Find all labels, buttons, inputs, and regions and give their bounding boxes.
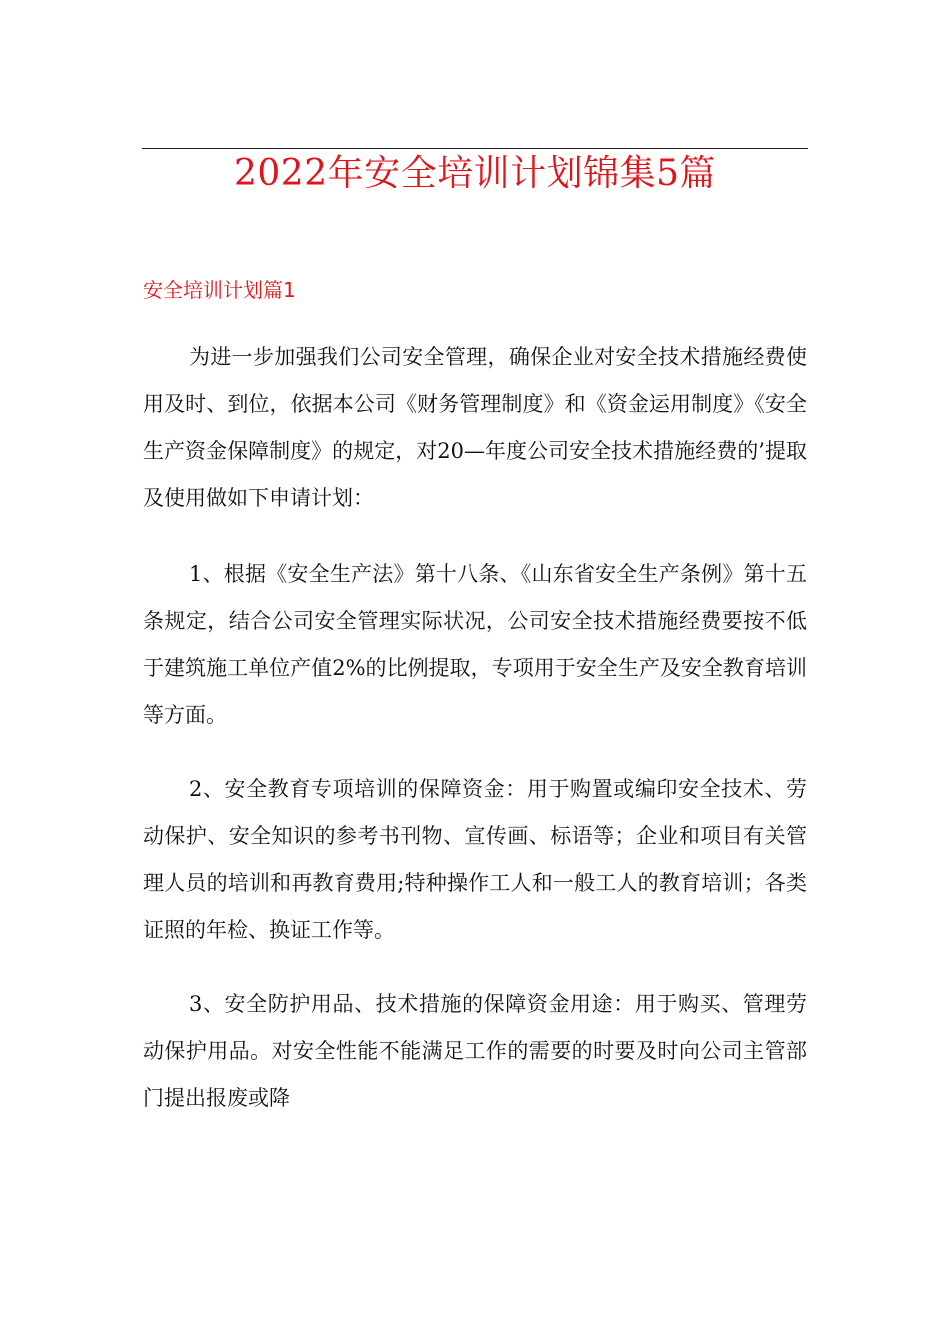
section-heading: 安全培训计划篇1 — [143, 278, 296, 302]
document-title: 2022年安全培训计划锦集5篇 — [233, 153, 717, 194]
paragraph-item-1: 1、根据《安全生产法》第十八条、《山东省安全生产条例》第十五条规定，结合公司安全管理实际状况，公司安全技术措施经费要按不低于建筑施工单位产值2%的比例提取，专项用于安全生产及安全教育培训等方面。 — [143, 562, 807, 727]
paragraph-item-2: 2、安全教育专项培训的保障资金：用于购置或编印安全技术、劳动保护、安全知识的参考书刊物、宣传画、标语等；企业和项目有关管理人员的培训和再教育费用;特种操作工人和一般工人的教育培训；各类证照的年检、换证工作等。 — [143, 777, 807, 942]
paragraph-item-3: 3、安全防护用品、技术措施的保障资金用途：用于购买、管理劳动保护用品。对安全性能不能满足工作的需要的时要及时向公司主管部门提出报废或降 — [143, 992, 807, 1110]
paragraph-intro: 为进一步加强我们公司安全管理，确保企业对安全技术措施经费使用及时、到位，依据本公司《财务管理制度》和《资金运用制度》《安全生产资金保障制度》的规定，对20—年度公司安全技术措施经费的’提取及使用做如下申请计划： — [143, 345, 807, 510]
